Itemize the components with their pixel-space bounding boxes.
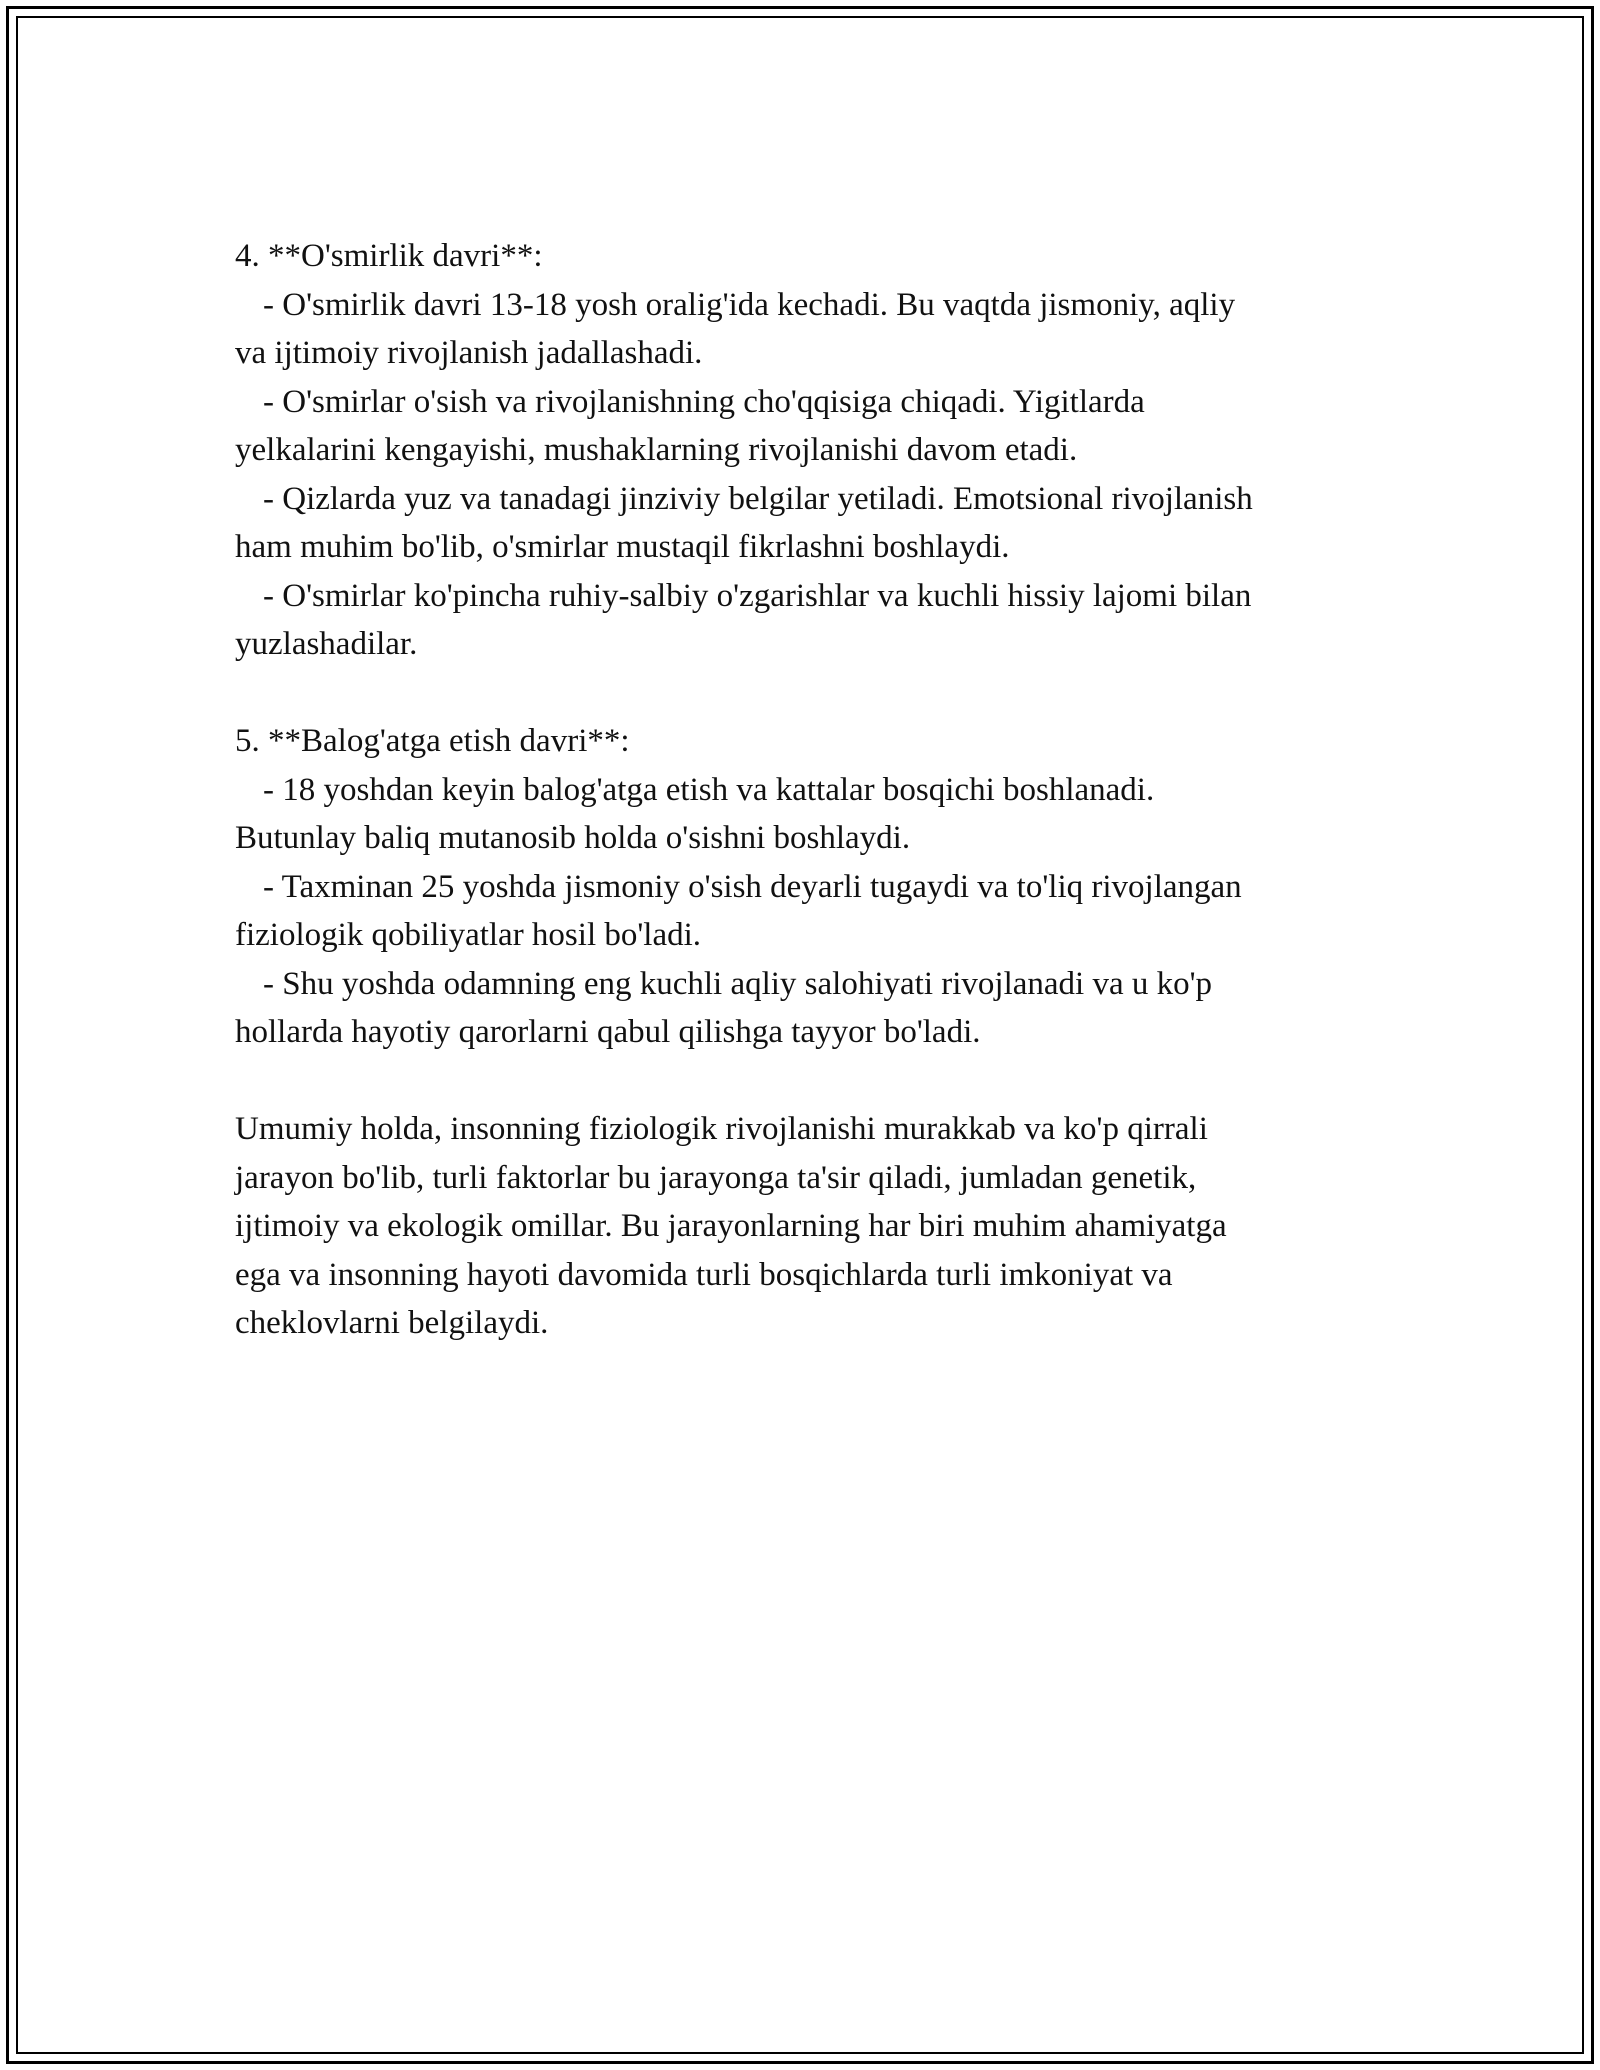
paragraph-line: ega va insonning hayoti davomida turli bosqichlarda turli imkoniyat va bbox=[235, 1256, 1173, 1293]
list-item-line: - Taxminan 25 yoshda jismoniy o'sish deyarli tugaydi va to'liq rivojlangan bbox=[263, 868, 1242, 905]
section-osmirlik bbox=[235, 232, 1385, 669]
section-balogatga bbox=[235, 717, 1385, 1057]
list-item-line: yelkalarini kengayishi, mushaklarning rivojlanishi davom etadi. bbox=[235, 432, 1078, 468]
list-item-line: - O'smirlar ko'pincha ruhiy-salbiy o'zgarishlar va kuchli hissiy lajomi bilan bbox=[263, 577, 1252, 614]
conclusion-paragraph bbox=[235, 1105, 1385, 1348]
paragraph-line: ijtimoiy va ekologik omillar. Bu jarayonlarning har biri muhim ahamiyatga bbox=[235, 1208, 1227, 1244]
list-item-line: - O'smirlik davri 13-18 yosh oralig'ida kechadi. Bu vaqtda jismoniy, aqliy bbox=[263, 286, 1236, 323]
list-item-line: - Shu yoshda odamning eng kuchli aqliy salohiyati rivojlanadi va u ko'p bbox=[263, 965, 1213, 1002]
list-item-line: - Qizlarda yuz va tanadagi jinziviy belgilar yetiladi. Emotsional rivojlanish bbox=[263, 480, 1253, 517]
list-item-line: ham muhim bo'lib, o'smirlar mustaqil fikrlashni boshlaydi. bbox=[235, 529, 1010, 565]
list-item-line: fiziologik qobiliyatlar hosil bo'ladi. bbox=[235, 917, 702, 953]
list-item-line: hollarda hayotiy qarorlarni qabul qilishga tayyor bo'ladi. bbox=[235, 1014, 981, 1050]
section-heading: 4. **O'smirlik davri**: bbox=[235, 238, 543, 274]
paragraph-line: Umumiy holda, insonning fiziologik rivojlanishi murakkab va ko'p qirrali bbox=[235, 1111, 1208, 1147]
list-item-line: va ijtimoiy rivojlanish jadallashadi. bbox=[235, 335, 703, 371]
section-heading: 5. **Balog'atga etish davri**: bbox=[235, 723, 630, 759]
list-item-line: Butunlay baliq mutanosib holda o'sishni boshlaydi. bbox=[235, 820, 911, 856]
list-item-line: yuzlashadilar. bbox=[235, 626, 418, 662]
list-item-line: - 18 yoshdan keyin balog'atga etish va kattalar bosqichi boshlanadi. bbox=[263, 771, 1155, 808]
list-item-line: - O'smirlar o'sish va rivojlanishning cho'qqisiga chiqadi. Yigitlarda bbox=[263, 383, 1145, 420]
paragraph-line: jarayon bo'lib, turli faktorlar bu jarayonga ta'sir qiladi, jumladan genetik, bbox=[235, 1159, 1197, 1196]
paragraph-line: cheklovlarni belgilaydi. bbox=[235, 1305, 549, 1341]
document-body bbox=[235, 232, 1385, 1348]
